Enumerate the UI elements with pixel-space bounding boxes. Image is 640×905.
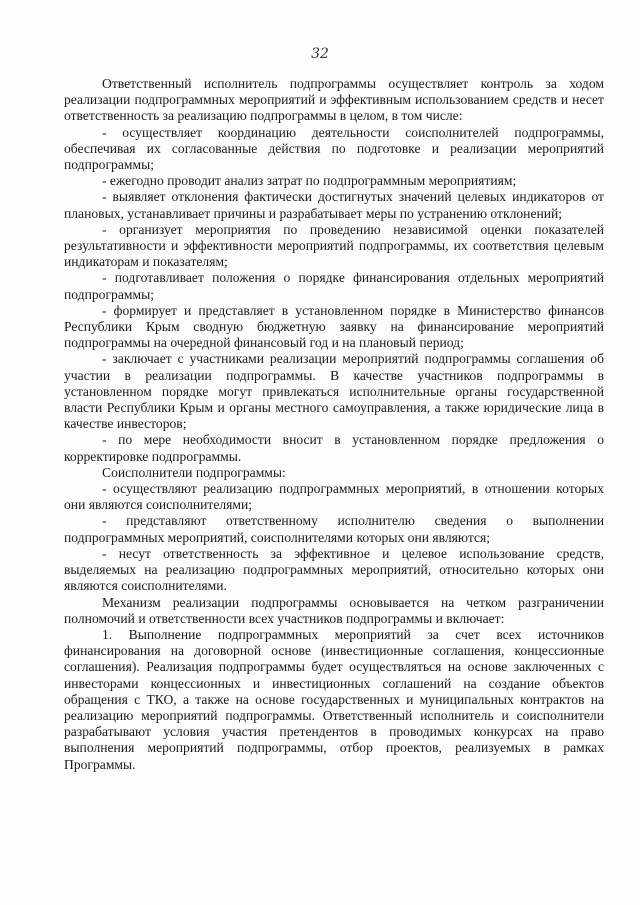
list-item-deviations: - выявляет отклонения фактически достигнутых значений целевых индикаторов от плановых, устанавливает причины и разрабатывает меры по устранению отклонений; [64,189,604,221]
list-item-co-executors-implement: - осуществляют реализацию подпрограммных мероприятий, в отношении которых они являются соисполнителями; [64,481,604,513]
list-item-coordination: - осуществляет координацию деятельности соисполнителей подпрограммы, обеспечивая их согласованные действия по подготовке и реализации мероприятий подпрограммы; [64,124,604,173]
list-item-participation-agreements: - заключает с участниками реализации мероприятий подпрограммы соглашения об участии в реализации подпрограммы. В качестве участников подпрограммы в установленном порядке могут привлекаться исполнительные органы государственной власти Республики Крым и органы местного самоуправления, а также юридические лица в качестве инвесторов; [64,351,604,432]
list-item-co-executors-responsibility: - несут ответственность за эффективное и целевое использование средств, выделяемых на реализацию подпрограммных мероприятий, относительно которых они являются соисполнителями. [64,545,604,594]
paragraph-co-executors-heading: Соисполнители подпрограммы: [102,464,286,480]
list-item-co-executors-report: - представляют ответственному исполнителю сведения о выполнении подпрограммных мероприятий, соисполнителями которых они являются; [64,513,604,545]
list-item-funding-provisions: - подготавливает положения о порядке финансирования отдельных мероприятий подпрограммы; [64,270,604,302]
list-item-cost-analysis: - ежегодно проводит анализ затрат по подпрограммным мероприятиям; [102,173,517,189]
list-item-independent-assessment: - организует мероприятия по проведению независимой оценки показателей результативности и эффективности мероприятий подпрограммы, их соответствия целевым индикаторам и показателям; [64,221,604,270]
list-item-budget-request: - формирует и представляет в установленном порядке в Министерство финансов Республики Крым сводную бюджетную заявку на финансирование мероприятий подпрограммы на очередной финансовый год и на плановый период; [64,302,604,351]
paragraph-responsible-executor: Ответственный исполнитель подпрограммы осуществляет контроль за ходом реализации подпрограммных мероприятий и эффективным использованием средств и несет ответственность за реализацию подпрограммы в целом, в том числе: [64,76,604,124]
page-number: 32 [311,46,329,62]
document-body [64,76,604,773]
paragraph-mechanism: Механизм реализации подпрограммы основывается на четком разграничении полномочий и ответственности всех участников подпрограммы и включает: [64,594,604,626]
list-item-amendment-proposals: - по мере необходимости вносит в установленном порядке предложения о корректировке подпрограммы. [64,432,604,464]
paragraph-numbered-item-1: 1. Выполнение подпрограммных мероприятий за счет всех источников финансирования на договорной основе (инвестиционные соглашения, концессионные соглашения). Реализация подпрограммы будет осуществляться на основе заключенных с инвесторами концессионных и инвестиционных соглашений на создание объектов обращения с ТКО, а также на основе государственных и муниципальных контрактов на реализацию мероприятий подпрограммы. Ответственный исполнитель и соисполнители разрабатывают условия участия претендентов в проводимых конкурсах на право выполнения мероприятий подпрограммы, отбор проектов, реализуемых в рамках Программы. [64,626,604,772]
